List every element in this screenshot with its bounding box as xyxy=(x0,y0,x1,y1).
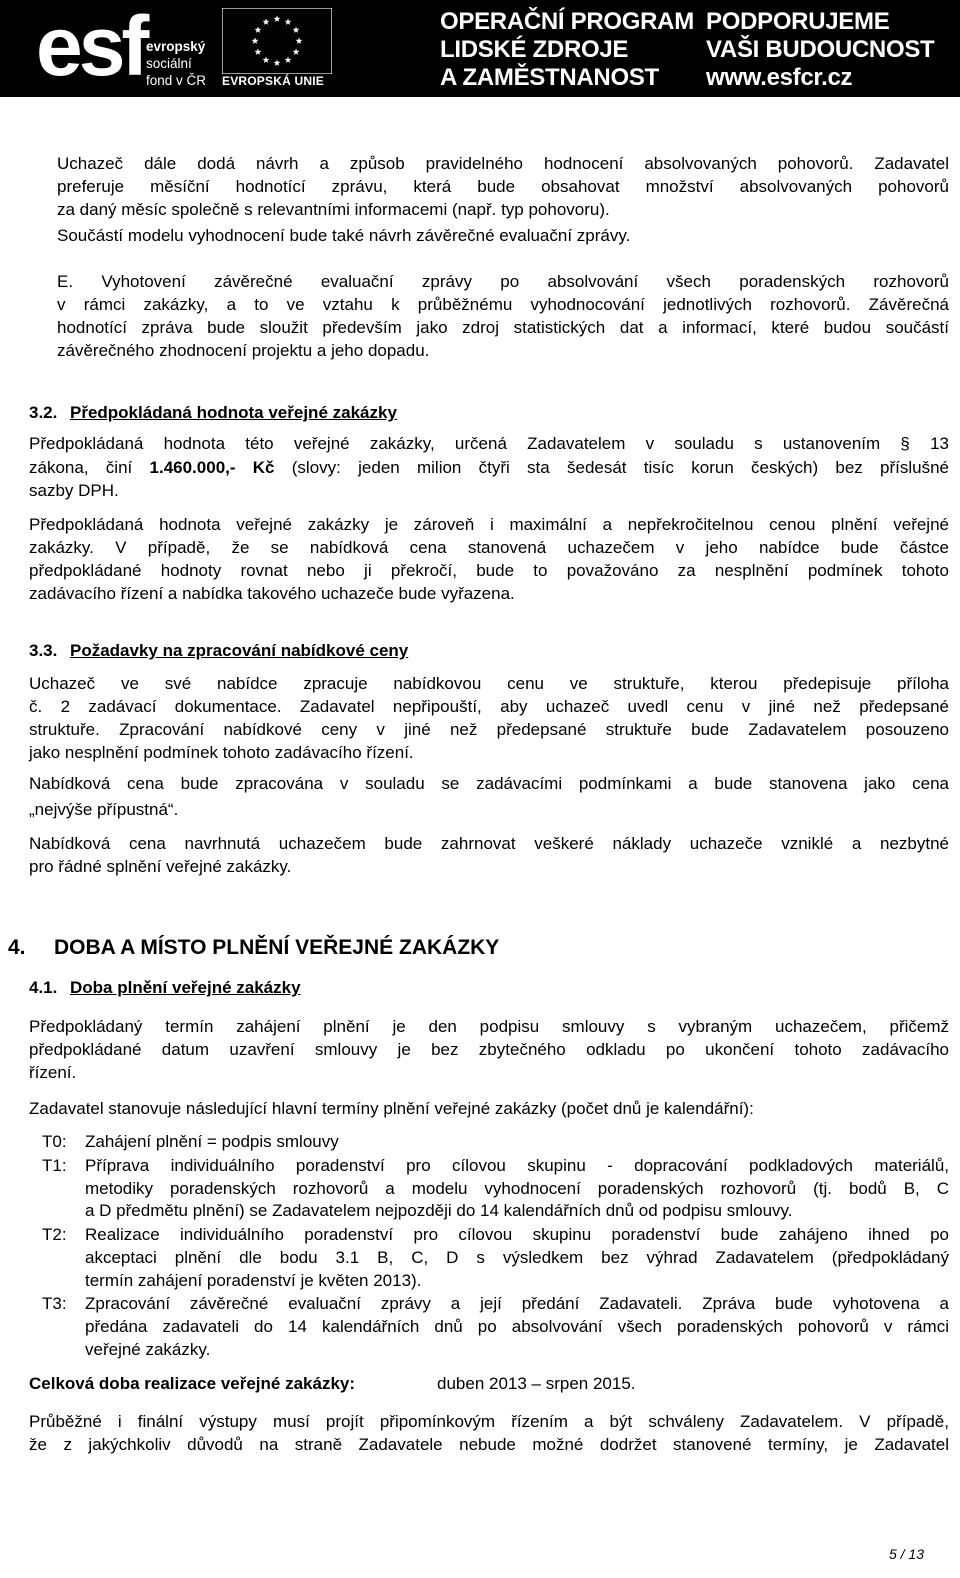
paragraph-line: hodnotící zpráva bude sloužit především jako zdroj statistických dat a informací, které budou součástí xyxy=(57,318,949,337)
paragraph-line: že z jakýchkoliv důvodů na straně Zadavatele nebude možné dodržet stanovené termíny, je Zadavatel xyxy=(29,1435,949,1454)
programme-name: OPERAČNÍ PROGRAM LIDSKÉ ZDROJE A ZAMĚSTNANOST xyxy=(440,8,694,91)
paragraph-line: jako nesplnění podmínek tohoto zadávacího řízení. xyxy=(29,743,414,762)
section-number: 4.1. xyxy=(29,978,58,997)
section-number: 3.2. xyxy=(29,403,58,422)
paragraph-line: zadávacího řízení a nabídka takového uchazeče bude vyřazena. xyxy=(29,584,515,603)
total-duration-label: Celková doba realizace veřejné zakázky: xyxy=(29,1374,356,1393)
paragraph-line: závěrečného zhodnocení projektu a jeho dopadu. xyxy=(57,341,430,360)
page-number: 5 / 13 xyxy=(888,1546,924,1562)
term-text: termín zahájení poradenství je květen 2013). xyxy=(85,1271,422,1290)
paragraph-line: předpokládané hodnoty rovnat nebo ji překročí, bude to považováno za nesplnění podmínek tohoto xyxy=(29,561,949,580)
term-text: metodiky poradenských rozhovorů a modelu vyhodnocení poradenských rozhovorů (tj. bodů B, C xyxy=(85,1179,949,1198)
paragraph-line: Zadavatel stanovuje následující hlavní termíny plnění veřejné zakázky (počet dnů je kalendářní): xyxy=(29,1099,754,1118)
term-text: Zahájení plnění = podpis smlouvy xyxy=(85,1132,339,1151)
paragraph-line: sazby DPH. xyxy=(29,481,119,500)
paragraph-line: Uchazeč dále dodá návrh a způsob pravidelného hodnocení absolvovaných pohovorů. Zadavatel xyxy=(57,154,949,173)
paragraph-line: E. Vyhotovení závěrečné evaluační zprávy po absolvování všech poradenských rozhovorů xyxy=(57,272,949,291)
total-duration-value: duben 2013 – srpen 2015. xyxy=(437,1374,636,1393)
term-label: T2: xyxy=(42,1225,67,1244)
paragraph-line: zákona, činí 1.460.000,- Kč (slovy: jeden milion čtyři sta šedesát tisíc korun českých) bez příslušné xyxy=(29,458,950,477)
paragraph-line: č. 2 zadávací dokumentace. Zadavatel nepřipouští, aby uchazeč uvedl cenu v jiné než předepsané xyxy=(29,697,949,716)
section-heading: Předpokládaná hodnota veřejné zakázky xyxy=(70,403,397,422)
support-slogan: PODPORUJEME VAŠI BUDOUCNOST www.esfcr.cz xyxy=(706,8,935,91)
term-text: a D předmětu plnění) se Zadavatelem nejpozději do 14 kalendářních dnů od podpisu smlouvy. xyxy=(85,1201,793,1220)
term-text: Zpracování závěrečné evaluační zprávy a její předání Zadavateli. Zpráva bude vyhotovena a xyxy=(85,1294,949,1313)
esf-website-link[interactable]: www.esfcr.cz xyxy=(706,64,853,91)
term-text: veřejné zakázky. xyxy=(85,1340,211,1359)
paragraph-line: „nejvýše přípustná“. xyxy=(29,800,179,819)
term-label: T3: xyxy=(42,1294,67,1313)
paragraph-line: za daný měsíc společně s relevantními informacemi (např. typ pohovoru). xyxy=(57,200,610,219)
term-label: T0: xyxy=(42,1132,67,1151)
paragraph-line: Předpokládaná hodnota veřejné zakázky je zároveň i maximální a nepřekročitelnou cenou plnění veřejné xyxy=(29,515,949,534)
term-text: předána zadavateli do 14 kalendářních dnů po absolvování všech poradenských pohovorů v rámci xyxy=(85,1317,949,1336)
paragraph-line: Nabídková cena navrhnutá uchazečem bude zahrnovat veškeré náklady uchazeče vzniklé a nezbytné xyxy=(29,834,949,853)
header-banner xyxy=(0,0,960,97)
eu-label: EVROPSKÁ UNIE xyxy=(222,74,324,88)
term-label: T1: xyxy=(42,1156,67,1175)
paragraph-line: Uchazeč ve své nabídce zpracuje nabídkovou cenu ve struktuře, kterou předepisuje příloha xyxy=(29,674,949,693)
paragraph-line: řízení. xyxy=(29,1063,77,1082)
paragraph-line: zakázky. V případě, že se nabídková cena stanovená uchazečem v jeho nabídce bude částce xyxy=(29,538,949,557)
paragraph-line: Předpokládaný termín zahájení plnění je den podpisu smlouvy s vybraným uchazečem, přičemž xyxy=(29,1017,949,1036)
eu-flag-icon xyxy=(222,8,332,74)
term-text: Realizace individuálního poradenství pro cílovou skupinu poradenství bude zahájeno ihned po xyxy=(85,1225,949,1244)
term-text: Příprava individuálního poradenství pro cílovou skupinu - dopracování podkladových materiálů, xyxy=(85,1156,949,1175)
paragraph-line: preferuje měsíční hodnotící zprávu, která bude obsahovat množství absolvovaných pohovorů xyxy=(57,177,949,196)
chapter-heading: DOBA A MÍSTO PLNĚNÍ VEŘEJNÉ ZAKÁZKY xyxy=(54,936,500,959)
paragraph-line: v rámci zakázky, a to ve vztahu k průběžnému vyhodnocování jednotlivých rozhovorů. Závěrečná xyxy=(57,295,949,314)
estimated-value: 1.460.000,- Kč xyxy=(149,458,275,477)
paragraph-line: struktuře. Zpracování nabídkové ceny v jiné než předepsané struktuře bude Zadavatelem posouzeno xyxy=(29,720,949,739)
paragraph-line: Nabídková cena bude zpracována v souladu se zadávacími podmínkami a bude stanovena jako cena xyxy=(29,774,949,793)
paragraph-line: pro řádné splnění veřejné zakázky. xyxy=(29,857,292,876)
section-number: 3.3. xyxy=(29,641,58,660)
section-heading: Požadavky na zpracování nabídkové ceny xyxy=(70,641,409,660)
section-heading: Doba plnění veřejné zakázky xyxy=(70,978,301,997)
term-text: akceptaci plnění dle bodu 3.1 B, C, D s výsledkem bez výhrad Zadavatelem (předpokládaný xyxy=(85,1248,949,1267)
chapter-number: 4. xyxy=(8,936,26,959)
paragraph-line: Průběžné i finální výstupy musí projít připomínkovým řízením a být schváleny Zadavatelem. V případě, xyxy=(29,1412,949,1431)
paragraph-line: předpokládané datum uzavření smlouvy je bez zbytečného odkladu po ukončení tohoto zadávacího xyxy=(29,1040,949,1059)
paragraph-line: Předpokládaná hodnota této veřejné zakázky, určená Zadavatelem v souladu s ustanovením § 13 xyxy=(29,434,949,453)
esf-logo: esf xyxy=(36,0,146,93)
esf-logo-text: evropský sociální fond v ČR xyxy=(146,39,207,88)
paragraph-line: Součástí modelu vyhodnocení bude také návrh závěrečné evaluační zprávy. xyxy=(57,226,631,245)
